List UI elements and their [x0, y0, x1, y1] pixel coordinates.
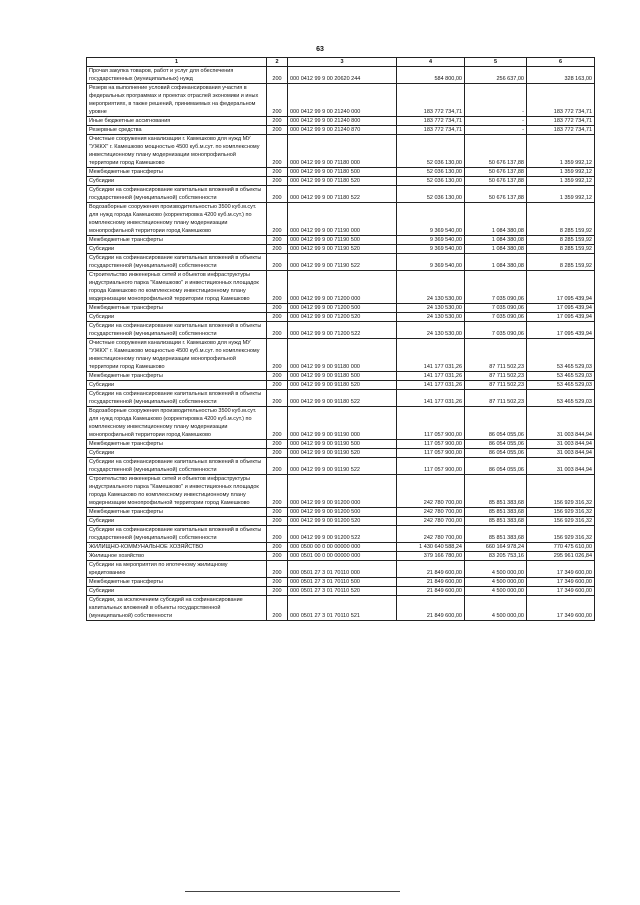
row-unexecuted-cell: 17 349 600,00 [527, 561, 595, 578]
row-name-cell: Резервные средства [87, 126, 267, 135]
row-approved-cell: 24 130 530,00 [397, 313, 465, 322]
row-executed-cell: 86 054 055,06 [465, 449, 527, 458]
row-approved-cell: 141 177 031,26 [397, 339, 465, 372]
row-name-cell: Субсидии на мероприятия по ипотечному жилищному кредитованию [87, 561, 267, 578]
row-budget-code-cell: 000 0412 99 9 00 71190 000 [288, 203, 397, 236]
table-row [87, 254, 595, 271]
table-row [87, 508, 595, 517]
row-executed-cell: 50 676 137,88 [465, 135, 527, 168]
row-unexecuted-cell: 8 285 159,92 [527, 203, 595, 236]
row-name-cell: Субсидии [87, 177, 267, 186]
row-line-code-cell: 200 [267, 596, 288, 621]
row-name-cell: Субсидии [87, 587, 267, 596]
row-budget-code-cell: 000 0412 99 9 00 71200 000 [288, 271, 397, 304]
row-line-code-cell: 200 [267, 67, 288, 84]
row-budget-code-cell: 000 0412 99 9 00 91200 522 [288, 526, 397, 543]
row-unexecuted-cell: 156 929 316,32 [527, 517, 595, 526]
row-executed-cell: 85 851 383,68 [465, 475, 527, 508]
table-row [87, 578, 595, 587]
row-name-cell: Межбюджетные трансферты [87, 578, 267, 587]
row-line-code-cell: 200 [267, 552, 288, 561]
table-row [87, 372, 595, 381]
row-executed-cell: 85 851 383,68 [465, 526, 527, 543]
row-executed-cell: 4 500 000,00 [465, 578, 527, 587]
row-budget-code-cell: 000 0501 27 3 01 70110 500 [288, 578, 397, 587]
row-executed-cell: 4 500 000,00 [465, 561, 527, 578]
row-name-cell: Субсидии на софинансирование капитальных вложений в объекты государственной (муниципальной) собственности [87, 254, 267, 271]
row-name-cell: Субсидии, за исключением субсидий на софинансирование капитальных вложений в объекты государственной (муниципальной) собственности [87, 596, 267, 621]
row-budget-code-cell: 000 0412 99 9 00 71180 522 [288, 186, 397, 203]
row-unexecuted-cell: 53 465 529,03 [527, 372, 595, 381]
table-row [87, 339, 595, 372]
row-executed-cell: 1 084 380,08 [465, 254, 527, 271]
row-approved-cell: 52 036 130,00 [397, 186, 465, 203]
row-budget-code-cell: 000 0412 99 9 00 91200 520 [288, 517, 397, 526]
row-name-cell: Строительство инженерных сетей и объектов инфраструктуры индустриального парка "Камешково" и инвестиционных площадок города Камешково по комплексному инвестиционному плану модернизации монопрофильной территории город Камешково [87, 271, 267, 304]
row-approved-cell: 242 780 700,00 [397, 475, 465, 508]
row-approved-cell: 183 772 734,71 [397, 126, 465, 135]
row-unexecuted-cell: 770 475 610,00 [527, 543, 595, 552]
row-name-cell: Резерв на выполнение условий софинансирования участия в федеральных программах и проектах отраслей экономики и иных мероприятиях, в также решений, принимаемых на федеральном уровне [87, 84, 267, 117]
table-row [87, 177, 595, 186]
row-approved-cell: 52 036 130,00 [397, 177, 465, 186]
table-row [87, 596, 595, 621]
row-approved-cell: 21 849 600,00 [397, 561, 465, 578]
row-line-code-cell: 200 [267, 271, 288, 304]
table-row [87, 271, 595, 304]
row-approved-cell: 141 177 031,26 [397, 372, 465, 381]
table-row [87, 135, 595, 168]
row-unexecuted-cell: 31 003 844,94 [527, 458, 595, 475]
row-name-cell: Субсидии на софинансирование капитальных вложений в объекты государственной (муниципальной) собственности [87, 186, 267, 203]
row-name-cell: Очистные сооружения канализации г. Камешково для нужд МУ "УЖКХ" г. Камешково мощностью 4500 куб.м.сут. по комплексному инвестиционному плану модернизации монопрофильной территории город Камешково [87, 339, 267, 372]
row-budget-code-cell: 000 0501 00 0 00 00000 000 [288, 552, 397, 561]
row-budget-code-cell: 000 0412 99 9 00 91180 500 [288, 372, 397, 381]
row-name-cell: Субсидии [87, 245, 267, 254]
row-budget-code-cell: 000 0412 99 9 00 71180 000 [288, 135, 397, 168]
row-approved-cell: 141 177 031,26 [397, 381, 465, 390]
row-executed-cell: - [465, 84, 527, 117]
row-name-cell: Межбюджетные трансферты [87, 372, 267, 381]
row-unexecuted-cell: 1 359 992,12 [527, 168, 595, 177]
row-name-cell: Субсидии [87, 517, 267, 526]
row-approved-cell: 21 849 600,00 [397, 578, 465, 587]
row-approved-cell: 117 057 900,00 [397, 407, 465, 440]
row-budget-code-cell: 000 0412 99 9 00 91180 000 [288, 339, 397, 372]
row-budget-code-cell: 000 0412 99 9 00 91190 522 [288, 458, 397, 475]
row-approved-cell: 379 166 780,00 [397, 552, 465, 561]
row-approved-cell: 9 369 540,00 [397, 203, 465, 236]
row-executed-cell: 7 035 090,06 [465, 313, 527, 322]
row-line-code-cell: 200 [267, 475, 288, 508]
row-unexecuted-cell: 8 285 159,92 [527, 236, 595, 245]
row-budget-code-cell: 000 0412 99 9 00 71200 500 [288, 304, 397, 313]
row-executed-cell: 85 851 383,68 [465, 508, 527, 517]
row-name-cell: Прочая закупка товаров, работ и услуг для обеспечения государственных (муниципальных) нужд [87, 67, 267, 84]
row-name-cell: ЖИЛИЩНО-КОММУНАЛЬНОЕ ХОЗЯЙСТВО [87, 543, 267, 552]
row-name-cell: Жилищное хозяйство [87, 552, 267, 561]
row-line-code-cell: 200 [267, 508, 288, 517]
row-budget-code-cell: 000 0412 99 9 00 71190 500 [288, 236, 397, 245]
row-approved-cell: 9 369 540,00 [397, 236, 465, 245]
row-executed-cell: 50 676 137,88 [465, 177, 527, 186]
row-unexecuted-cell: 295 961 026,84 [527, 552, 595, 561]
row-line-code-cell: 200 [267, 117, 288, 126]
row-unexecuted-cell: 31 003 844,94 [527, 440, 595, 449]
row-budget-code-cell: 000 0412 99 9 00 91200 000 [288, 475, 397, 508]
row-unexecuted-cell: 17 095 439,94 [527, 313, 595, 322]
table-row [87, 313, 595, 322]
row-approved-cell: 24 130 530,00 [397, 271, 465, 304]
table-row [87, 168, 595, 177]
row-executed-cell: 50 676 137,88 [465, 186, 527, 203]
table-row [87, 126, 595, 135]
row-unexecuted-cell: 328 163,00 [527, 67, 595, 84]
row-name-cell: Межбюджетные трансферты [87, 440, 267, 449]
row-executed-cell: 87 711 502,23 [465, 390, 527, 407]
table-row [87, 186, 595, 203]
row-unexecuted-cell: 183 772 734,71 [527, 117, 595, 126]
row-budget-code-cell: 000 0501 27 3 01 70110 520 [288, 587, 397, 596]
row-line-code-cell: 200 [267, 177, 288, 186]
table-row [87, 526, 595, 543]
row-line-code-cell: 200 [267, 168, 288, 177]
table-row [87, 84, 595, 117]
row-line-code-cell: 200 [267, 322, 288, 339]
row-unexecuted-cell: 17 095 439,94 [527, 271, 595, 304]
header-col-5: 5 [465, 58, 527, 67]
row-line-code-cell: 200 [267, 135, 288, 168]
row-unexecuted-cell: 156 929 316,32 [527, 475, 595, 508]
row-approved-cell: 117 057 900,00 [397, 449, 465, 458]
row-executed-cell: 86 054 055,06 [465, 458, 527, 475]
row-name-cell: Иные бюджетные ассигнования [87, 117, 267, 126]
row-line-code-cell: 200 [267, 372, 288, 381]
table-row [87, 458, 595, 475]
row-unexecuted-cell: 53 465 529,03 [527, 390, 595, 407]
row-unexecuted-cell: 31 003 844,94 [527, 407, 595, 440]
row-executed-cell: 4 500 000,00 [465, 587, 527, 596]
table-row [87, 236, 595, 245]
row-approved-cell: 1 430 640 588,24 [397, 543, 465, 552]
row-budget-code-cell: 000 0412 99 9 00 91180 520 [288, 381, 397, 390]
row-executed-cell: 4 500 000,00 [465, 596, 527, 621]
row-unexecuted-cell: 183 772 734,71 [527, 126, 595, 135]
row-unexecuted-cell: 156 929 316,32 [527, 508, 595, 517]
row-approved-cell: 24 130 530,00 [397, 304, 465, 313]
row-unexecuted-cell: 8 285 159,92 [527, 245, 595, 254]
row-budget-code-cell: 000 0412 99 9 00 21240 870 [288, 126, 397, 135]
row-executed-cell: - [465, 117, 527, 126]
row-line-code-cell: 200 [267, 313, 288, 322]
row-line-code-cell: 200 [267, 458, 288, 475]
row-executed-cell: 87 711 502,23 [465, 372, 527, 381]
row-approved-cell: 242 780 700,00 [397, 526, 465, 543]
row-approved-cell: 24 130 530,00 [397, 322, 465, 339]
row-executed-cell: 85 851 383,68 [465, 517, 527, 526]
table-row [87, 67, 595, 84]
row-line-code-cell: 200 [267, 587, 288, 596]
row-executed-cell: 87 711 502,23 [465, 339, 527, 372]
row-approved-cell: 21 849 600,00 [397, 587, 465, 596]
row-unexecuted-cell: 53 465 529,03 [527, 381, 595, 390]
table-header-row [87, 58, 595, 67]
row-budget-code-cell: 000 0412 99 9 00 71190 520 [288, 245, 397, 254]
row-unexecuted-cell: 1 359 992,12 [527, 186, 595, 203]
footer-divider [185, 891, 400, 892]
row-budget-code-cell: 000 0412 99 9 00 91190 520 [288, 449, 397, 458]
row-name-cell: Субсидии [87, 381, 267, 390]
row-executed-cell: 1 084 380,08 [465, 245, 527, 254]
header-col-3: 3 [288, 58, 397, 67]
table-row [87, 203, 595, 236]
row-approved-cell: 584 800,00 [397, 67, 465, 84]
table-row [87, 587, 595, 596]
row-unexecuted-cell: 1 359 992,12 [527, 177, 595, 186]
row-line-code-cell: 200 [267, 126, 288, 135]
row-approved-cell: 52 036 130,00 [397, 135, 465, 168]
row-executed-cell: 256 637,00 [465, 67, 527, 84]
table-row [87, 440, 595, 449]
row-budget-code-cell: 000 0412 99 9 00 71200 522 [288, 322, 397, 339]
row-line-code-cell: 200 [267, 381, 288, 390]
row-line-code-cell: 200 [267, 304, 288, 313]
row-executed-cell: 7 035 090,06 [465, 271, 527, 304]
table-row [87, 543, 595, 552]
row-unexecuted-cell: 156 929 316,32 [527, 526, 595, 543]
row-unexecuted-cell: 17 349 600,00 [527, 578, 595, 587]
row-name-cell: Субсидии на софинансирование капитальных вложений в объекты государственной (муниципальной) собственности [87, 526, 267, 543]
row-budget-code-cell: 000 0412 99 9 00 71200 520 [288, 313, 397, 322]
row-name-cell: Межбюджетные трансферты [87, 236, 267, 245]
row-executed-cell: 1 084 380,08 [465, 236, 527, 245]
header-col-4: 4 [397, 58, 465, 67]
row-executed-cell: 86 054 055,06 [465, 407, 527, 440]
row-name-cell: Субсидии на софинансирование капитальных вложений в объекты государственной (муниципальной) собственности [87, 390, 267, 407]
row-budget-code-cell: 000 0412 99 9 00 91200 500 [288, 508, 397, 517]
row-executed-cell: 50 676 137,88 [465, 168, 527, 177]
row-name-cell: Межбюджетные трансферты [87, 304, 267, 313]
row-name-cell: Межбюджетные трансферты [87, 168, 267, 177]
row-line-code-cell: 200 [267, 517, 288, 526]
row-name-cell: Субсидии [87, 449, 267, 458]
row-approved-cell: 117 057 900,00 [397, 458, 465, 475]
row-line-code-cell: 200 [267, 186, 288, 203]
row-line-code-cell: 200 [267, 578, 288, 587]
table-row [87, 407, 595, 440]
header-col-2: 2 [267, 58, 288, 67]
row-executed-cell: 7 035 090,06 [465, 304, 527, 313]
row-approved-cell: 9 369 540,00 [397, 245, 465, 254]
row-executed-cell: 1 084 380,08 [465, 203, 527, 236]
table-row [87, 552, 595, 561]
table-row [87, 381, 595, 390]
table-row [87, 117, 595, 126]
row-approved-cell: 242 780 700,00 [397, 508, 465, 517]
row-name-cell: Субсидии [87, 313, 267, 322]
row-name-cell: Межбюджетные трансферты [87, 508, 267, 517]
row-approved-cell: 21 849 600,00 [397, 596, 465, 621]
row-approved-cell: 52 036 130,00 [397, 168, 465, 177]
row-name-cell: Водозаборные сооружения производительностью 3500 куб.м.сут. для нужд города Камешково (корректировка 4200 куб.м.сут.) по комплексному инвестиционному плану модернизации монопрофильной территории город Камешково [87, 407, 267, 440]
row-executed-cell: 660 164 978,24 [465, 543, 527, 552]
row-unexecuted-cell: 17 095 439,94 [527, 322, 595, 339]
row-budget-code-cell: 000 0412 99 9 00 71190 522 [288, 254, 397, 271]
row-unexecuted-cell: 53 465 529,03 [527, 339, 595, 372]
row-unexecuted-cell: 17 349 600,00 [527, 596, 595, 621]
row-approved-cell: 183 772 734,71 [397, 84, 465, 117]
row-unexecuted-cell: 8 285 159,92 [527, 254, 595, 271]
header-col-6: 6 [527, 58, 595, 67]
row-executed-cell: 86 054 055,06 [465, 440, 527, 449]
row-line-code-cell: 200 [267, 561, 288, 578]
row-line-code-cell: 200 [267, 236, 288, 245]
row-name-cell: Очистные сооружения канализации г. Камешково для нужд МУ "УЖКХ" г. Камешково мощностью 4500 куб.м.сут. по комплексному инвестиционному плану модернизации монопрофильной территории город Камешково [87, 135, 267, 168]
budget-table [86, 57, 595, 621]
table-row [87, 475, 595, 508]
row-line-code-cell: 200 [267, 440, 288, 449]
row-approved-cell: 183 772 734,71 [397, 117, 465, 126]
row-executed-cell: 83 205 753,16 [465, 552, 527, 561]
row-executed-cell: - [465, 126, 527, 135]
row-name-cell: Водозаборные сооружения производительностью 3500 куб.м.сут. для нужд города Камешково (корректировка 4200 куб.м.сут.) по комплексному инвестиционному плану модернизации монопрофильной территории город Камешково [87, 203, 267, 236]
table-row [87, 390, 595, 407]
table-row [87, 245, 595, 254]
row-line-code-cell: 200 [267, 84, 288, 117]
row-approved-cell: 117 057 900,00 [397, 440, 465, 449]
row-executed-cell: 7 035 090,06 [465, 322, 527, 339]
row-line-code-cell: 200 [267, 203, 288, 236]
table-row [87, 561, 595, 578]
row-name-cell: Субсидии на софинансирование капитальных вложений в объекты государственной (муниципальной) собственности [87, 458, 267, 475]
row-budget-code-cell: 000 0412 99 9 00 71180 520 [288, 177, 397, 186]
row-unexecuted-cell: 17 095 439,94 [527, 304, 595, 313]
row-budget-code-cell: 000 0412 99 9 00 91180 522 [288, 390, 397, 407]
table-row [87, 322, 595, 339]
row-budget-code-cell: 000 0412 99 9 00 20620 244 [288, 67, 397, 84]
row-line-code-cell: 200 [267, 543, 288, 552]
row-budget-code-cell: 000 0412 99 9 00 71180 500 [288, 168, 397, 177]
row-unexecuted-cell: 183 772 734,71 [527, 84, 595, 117]
row-unexecuted-cell: 1 359 992,12 [527, 135, 595, 168]
table-row [87, 304, 595, 313]
row-unexecuted-cell: 31 003 844,94 [527, 449, 595, 458]
row-line-code-cell: 200 [267, 390, 288, 407]
row-budget-code-cell: 000 0412 99 9 00 21240 800 [288, 117, 397, 126]
row-name-cell: Строительство инженерных сетей и объектов инфраструктуры индустриального парка "Камешково" и инвестиционных площадок города Камешково по комплексному инвестиционному плану модернизации монопрофильной территории город Камешково [87, 475, 267, 508]
row-budget-code-cell: 000 0500 00 0 00 00000 000 [288, 543, 397, 552]
row-line-code-cell: 200 [267, 407, 288, 440]
row-budget-code-cell: 000 0412 99 9 00 91190 500 [288, 440, 397, 449]
row-name-cell: Субсидии на софинансирование капитальных вложений в объекты государственной (муниципальной) собственности [87, 322, 267, 339]
row-approved-cell: 9 369 540,00 [397, 254, 465, 271]
row-budget-code-cell: 000 0501 27 3 01 70110 000 [288, 561, 397, 578]
row-line-code-cell: 200 [267, 526, 288, 543]
row-budget-code-cell: 000 0412 99 9 00 91190 000 [288, 407, 397, 440]
row-executed-cell: 87 711 502,23 [465, 381, 527, 390]
row-budget-code-cell: 000 0412 99 9 00 21240 000 [288, 84, 397, 117]
row-approved-cell: 141 177 031,26 [397, 390, 465, 407]
row-line-code-cell: 200 [267, 449, 288, 458]
row-unexecuted-cell: 17 349 600,00 [527, 587, 595, 596]
page-number: 63 [316, 46, 324, 53]
header-col-1: 1 [87, 58, 267, 67]
row-line-code-cell: 200 [267, 245, 288, 254]
table-row [87, 449, 595, 458]
row-approved-cell: 242 780 700,00 [397, 517, 465, 526]
row-budget-code-cell: 000 0501 27 3 01 70110 521 [288, 596, 397, 621]
row-line-code-cell: 200 [267, 254, 288, 271]
row-line-code-cell: 200 [267, 339, 288, 372]
table-row [87, 517, 595, 526]
